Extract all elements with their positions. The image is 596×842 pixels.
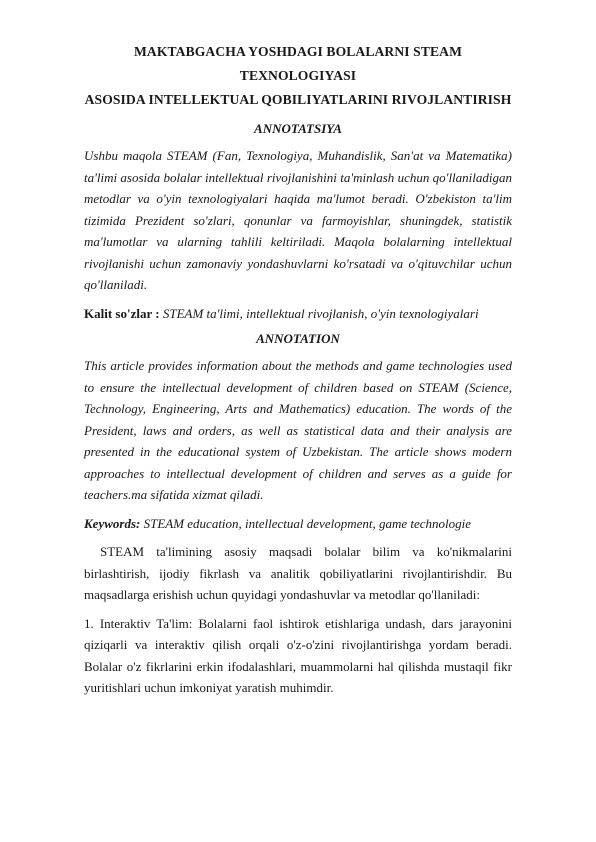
annotation-uz-heading: ANNOTATSIYA (254, 121, 342, 136)
keywords-uz-text: STEAM ta'limi, intellektual rivojlanish, o'yin texnologiyalari (159, 305, 479, 321)
keywords-en-label: Keywords: (84, 515, 141, 531)
title-line-2: ASOSIDA INTELLEKTUAL QOBILIYATLARINI RIVOJLANTIRISH (84, 92, 512, 107)
document-page (84, 40, 512, 699)
keywords-en (84, 513, 512, 535)
annotation-en-heading: ANNOTATION (256, 331, 340, 346)
document-title (84, 40, 512, 112)
annotation-en-text: This article provides information about the methods and game technologies used to ensure the intellectual development of children based on STEAM (Science, Technology, Engineering, Arts and Mathematics) education. The words of the President, laws and orders, as well as statistical data and their analysis are presented in the educational system of Uzbekistan. The article shows modern approaches to intellectual development of children and serves as a guide for teachers.ma sifatida xizmat qiladi. (84, 358, 512, 502)
body-paragraph-1: STEAM ta'limining asosiy maqsadi bolalar bilim va ko'nikmalarini birlashtirish, ijodiy fikrlash va analitik qobiliyatlarini rivojlantirishdir. Bu maqsadlarga erishish uchun quyidagi yondashuvlar va metodlar qo'llaniladi: (84, 544, 512, 602)
body-paragraph-2: 1. Interaktiv Ta'lim: Bolalarni faol ishtirok etishlariga undash, dars jarayonini qiziqarli va interaktiv qilish orqali o'z-o'zini rivojlantirishga yordam beradi. Bolalar o'z fikrlarini erkin ifodalashlari, muammolarni hal qilishda mustaqil fikr yuritishlari uchun imkoniyat yaratish muhimdir. (84, 615, 512, 695)
keywords-uz (84, 303, 512, 325)
annotation-uz-text: Ushbu maqola STEAM (Fan, Texnologiya, Muhandislik, San'at va Matematika) ta'limi asosida bolalar intellektual rivojlanishini ta'minlash uchun qo'llaniladigan metodlar va o'yin texnologiyalari haqida ma'lumot beradi. O'zbekiston ta'lim tizimida Prezident so'zlari, qonunlar va farmoyishlar, shuningdek, statistik ma'lumotlar va ularning tahlili keltiriladi. Maqola bolalarning intellektual rivojlanishi uchun zamonaviy yondashuvlarni ko'rsatadi va o'qituvchilar uchun qo'llaniladi. (84, 148, 512, 292)
keywords-uz-label: Kalit so'zlar : (84, 305, 160, 321)
keywords-en-text: STEAM education, intellectual development, game technologie (140, 515, 472, 531)
title-line-1: MAKTABGACHA YOSHDAGI BOLALARNI STEAM TEXNOLOGIYASI (134, 44, 462, 83)
